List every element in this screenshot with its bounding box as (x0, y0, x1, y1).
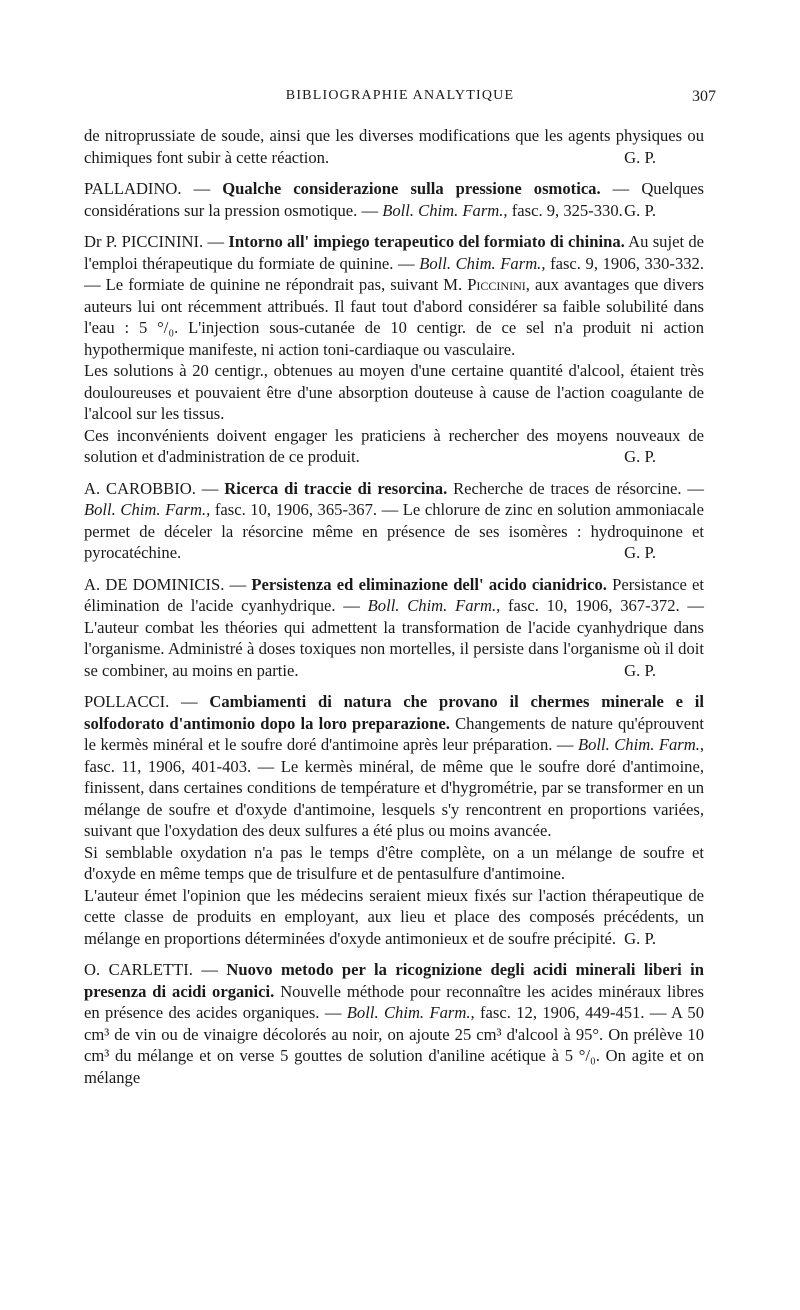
journal-name: Boll. Chim. Farm., (577, 735, 704, 754)
entry-paragraph (84, 231, 704, 360)
entry-palladino (84, 178, 704, 221)
entry-text: Recherche de traces de résorcine. — (447, 478, 705, 498)
entry-carletti (84, 959, 704, 1088)
entry-paragraph (84, 574, 704, 682)
entry-text: fasc. 9, 1906, 330-332. — Le formiate de quinine ne répondrait pas, suivant M. (84, 253, 704, 294)
entry-author: A. DE DOMINICIS. — (84, 574, 252, 594)
journal-name: Boll. Chim. Farm., (367, 596, 501, 615)
signature: G. P. (624, 447, 656, 466)
intro-entry (84, 125, 704, 168)
entry-title: Cambiamenti di natura che provano il chermes minerale e il solfodorato d'antimonio dopo la loro preparazione. (84, 692, 704, 733)
entry-piccinini (84, 231, 704, 468)
entry-title: Ricerca di traccie di resorcina. (224, 478, 448, 498)
entry-author: PALLADINO. — (84, 179, 223, 198)
entry-paragraph: Si semblable oxydation n'a pas le temps d'être complète, on a un mélange de soufre et d'oxyde en même temps que de trisulfure et de pentasulfure d'antimoine. (84, 842, 704, 883)
entry-text: Ces inconvénients doivent engager les praticiens à rechercher des moyens nouveaux de solution et d'administration de ce produit. (84, 425, 704, 466)
entry-paragraph (84, 178, 704, 221)
entry-text: — Quelques considérations sur la pression osmotique. — (84, 179, 704, 220)
entry-title: Qualche considerazione sulla pressione osmotica. (222, 179, 601, 198)
entry-text: L'auteur émet l'opinion que les médecins seraient mieux fixés sur l'action thérapeutique de cette classe de produits en employant, aux lieu et place des composés précédents, un mélange en proportions déterminées d'oxyde antimonieux et de soufre précipité. (84, 885, 704, 948)
running-title: BIBLIOGRAPHIE ANALYTIQUE (285, 88, 515, 103)
entry-text: fasc. 10, 1906, 365-367. — Le chlorure de zinc en solution ammoniacale permet de déceler la résorcine même en présence de ses isomères : hydroquinone et pyrocatéchine. (84, 500, 704, 562)
entry-text: , aux avantages que divers auteurs lui ont récemment attribués. Il faut tout d'abord considérer sa faible solubilité dans l'eau : 5 °/₀. L'injection sous-cutanée de 10 centigr. de ce sel n'a produit ni action hypothermique manifeste, ni action toni-cardiaque ou vasculaire. (84, 275, 704, 359)
journal-name: Boll. Chim. Farm., (84, 500, 211, 519)
entry-text: fasc. 12, 1906, 449-451. — A 50 cm³ de vin ou de vinaigre décolorés au noir, on ajoute 25 cm³ d'alcool à 95°. On prélève 10 cm³ du mélange et on verse 5 gouttes de solution d'aniline acétique à 5 °/₀. On agite et on mélange (84, 1003, 705, 1087)
entry-de-dominicis (84, 574, 704, 682)
entry-paragraph (84, 885, 704, 950)
signature: G. P. (624, 147, 656, 167)
entry-paragraph (84, 959, 704, 1088)
entry-title: Nuovo metodo per la ricognizione degli acidi minerali liberi in presenza di acidi organici. (84, 960, 704, 1001)
page-header (84, 88, 716, 112)
entry-paragraph (84, 478, 704, 564)
entry-text: fasc. 10, 1906, 367-372. — L'auteur combat les théories qui admettent la transformation de l'acide cyanhydrique dans l'organisme. Administré à doses toxiques non mortelles, il persiste dans l'organisme où il doit se combiner, au moins en partie. (84, 596, 704, 680)
entry-text: Au sujet de l'emploi thérapeutique du formiate de quinine. — (84, 232, 704, 273)
intro-text: de nitroprussiate de soude, ainsi que les diverses modifications que les agents physiques ou chimiques font subir à cette réaction. (84, 126, 704, 167)
entry-text: Changements de nature qu'éprouvent le kermès minéral et le soufre doré d'antimoine après leur préparation. — (84, 713, 704, 754)
intro-paragraph (84, 125, 704, 168)
entry-carobbio (84, 478, 704, 564)
entry-title: Persistenza ed eliminazione dell' acido cianidrico. (251, 574, 607, 594)
journal-name: Boll. Chim. Farm., (382, 200, 508, 220)
signature: G. P. (624, 660, 656, 680)
entry-text: Persistance et élimination de l'acide cyanhydrique. — (84, 574, 705, 615)
signature: G. P. (624, 928, 656, 948)
signature: G. P. (624, 200, 656, 220)
signature: G. P. (624, 543, 656, 562)
journal-name: Boll. Chim. Farm., (419, 253, 546, 273)
body-text (84, 125, 704, 1098)
author-name: Piccinini (467, 275, 526, 294)
entry-text: fasc. 11, 1906, 401-403. — Le kermès minéral, de même que le soufre doré d'antimoine, finissent, dans certaines conditions de température et d'hygrométrie, par se transformer en un mélange de soufre et d'oxyde d'antimoine, lesquels s'y rencontrent en proportions variées, suivant que l'oxydation des deux sulfures a été plus ou moins avancée. (84, 756, 704, 840)
entry-author: O. CARLETTI. — (84, 960, 227, 979)
entry-paragraph: Les solutions à 20 centigr., obtenues au moyen d'une certaine quantité d'alcool, étaient très douloureuses et pouvaient être d'une absorption douteuse à cause de l'action coagulante de l'alcool sur les tissus. (84, 361, 704, 423)
entry-paragraph (84, 425, 704, 468)
page-number: 307 (692, 88, 716, 105)
entry-title: Intorno all' impiego terapeutico del formiato di chinina. (228, 232, 625, 251)
entry-author: Dr P. PICCININI. — (84, 232, 229, 251)
entry-author: POLLACCI. — (84, 692, 210, 711)
entry-pollacci (84, 691, 704, 949)
entry-paragraph (84, 691, 704, 842)
entry-text: fasc. 9, 325-330. (507, 200, 623, 220)
entry-text: Nouvelle méthode pour reconnaître les acides minéraux libres en présence des acides organiques. — (84, 981, 704, 1022)
entry-author: A. CAROBBIO. — (84, 478, 225, 498)
journal-name: Boll. Chim. Farm., (346, 1003, 475, 1022)
